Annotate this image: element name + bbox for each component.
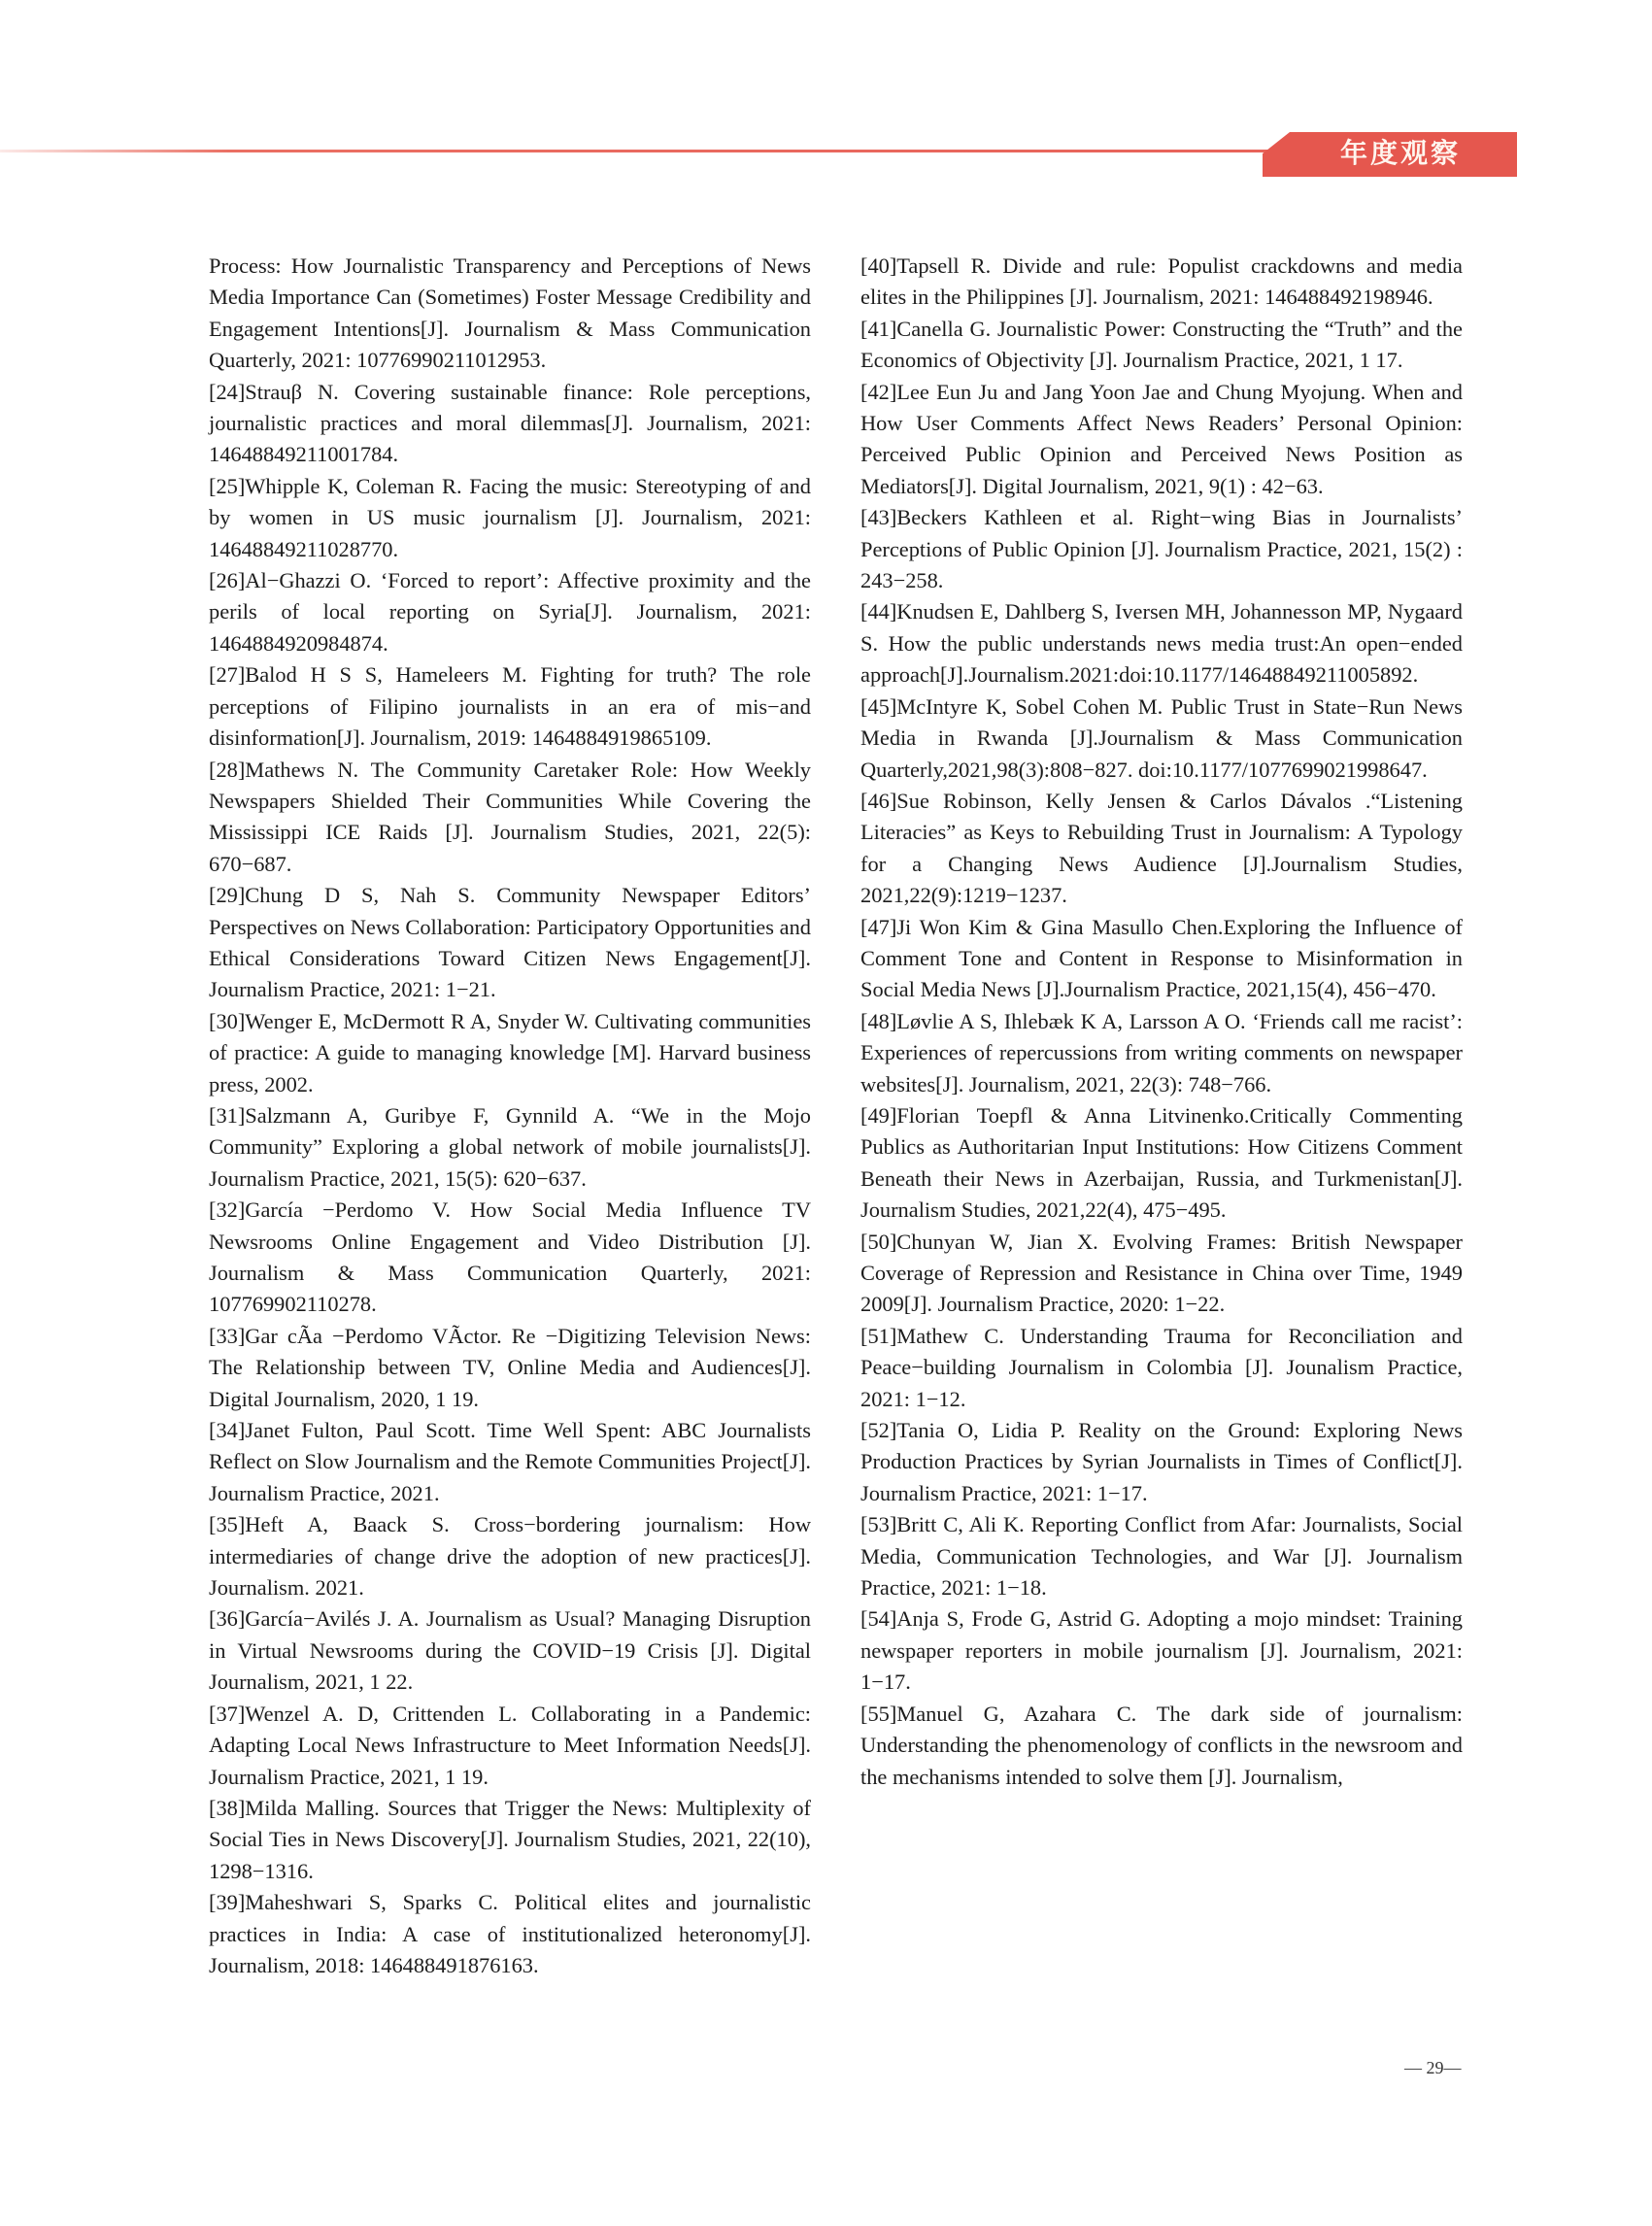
- reference-item: [53]Britt C, Ali K. Reporting Conflict from Afar: Journalists, Social Media, Communication Technologies, and War [J]. Journalism Practice, 2021: 1−18.: [860, 1512, 1463, 1601]
- reference-item: [40]Tapsell R. Divide and rule: Populist crackdowns and media elites in the Philippines [J]. Journalism, 2021: 146488492198946.: [860, 253, 1463, 310]
- reference-item: [37]Wenzel A. D, Crittenden L. Collaborating in a Pandemic: Adapting Local News Infrastructure to Meet Information Needs[J]. Journalism Practice, 2021, 1 19.: [209, 1701, 811, 1789]
- reference-item: [31]Salzmann A, Guribye F, Gynnild A. “We in the Mojo Community” Exploring a global network of mobile journalists[J]. Journalism Practice, 2021, 15(5): 620−637.: [209, 1102, 811, 1191]
- reference-item: [50]Chunyan W, Jian X. Evolving Frames: British Newspaper Coverage of Repression and Resistance in China over Time, 1949 2009[J]. Journalism Practice, 2020: 1−22.: [860, 1229, 1463, 1317]
- reference-item: [25]Whipple K, Coleman R. Facing the music: Stereotyping of and by women in US music journalism [J]. Journalism, 2021: 14648849211028770.: [209, 473, 811, 561]
- references-column-right: [860, 251, 1463, 1793]
- reference-item: [38]Milda Malling. Sources that Trigger the News: Multiplexity of Social Ties in News Discovery[J]. Journalism Studies, 2021, 22(10), 1298−1316.: [209, 1795, 811, 1883]
- section-title: 年度观察: [1340, 137, 1462, 169]
- references-column-left: [209, 251, 811, 1981]
- reference-item: [42]Lee Eun Ju and Jang Yoon Jae and Chung Myojung. When and How User Comments Affect News Readers’ Personal Opinion: Perceived Public Opinion and Perceived News Position as Mediators[J]. Digital Journalism, 2021, 9(1) : 42−63.: [860, 379, 1463, 498]
- reference-item: [43]Beckers Kathleen et al. Right−wing Bias in Journalists’ Perceptions of Public Opinion [J]. Journalism Practice, 2021, 15(2) : 243−258.: [860, 505, 1463, 593]
- reference-item: [45]McIntyre K, Sobel Cohen M. Public Trust in State−Run News Media in Rwanda [J].Journalism & Mass Communication Quarterly,2021,98(3):808−827. doi:10.1177/1077699021998647.: [860, 693, 1463, 782]
- reference-item: [39]Maheshwari S, Sparks C. Political elites and journalistic practices in India: A case of institutionalized heteronomy[J]. Journalism, 2018: 146488491876163.: [209, 1890, 811, 1977]
- reference-item: [27]Balod H S S, Hameleers M. Fighting for truth? The role perceptions of Filipino journalists in an era of mis−and disinformation[J]. Journalism, 2019: 1464884919865109.: [209, 662, 811, 751]
- reference-item: [35]Heft A, Baack S. Cross−bordering journalism: How intermediaries of change drive the adoption of new practices[J]. Journalism. 2021.: [209, 1512, 811, 1601]
- reference-item: [44]Knudsen E, Dahlberg S, Iversen MH, Johannesson MP, Nygaard S. How the public understands news media trust:An open−ended approach[J].Journalism.2021:doi:10.1177/14648849211005892.: [860, 599, 1463, 688]
- reference-item: [36]García−Avilés J. A. Journalism as Usual? Managing Disruption in Virtual Newsrooms during the COVID−19 Crisis [J]. Digital Journalism, 2021, 1 22.: [209, 1606, 811, 1695]
- reference-item: [49]Florian Toepfl & Anna Litvinenko.Critically Commenting Publics as Authoritarian Input Institutions: How Citizens Comment Beneath their News in Azerbaijan, Russia, and Turkmenistan[J]. Journalism Studies, 2021,22(4), 475−495.: [860, 1102, 1463, 1223]
- reference-item: [34]Janet Fulton, Paul Scott. Time Well Spent: ABC Journalists Reflect on Slow Journalism and the Remote Communities Project[J]. Journalism Practice, 2021.: [209, 1418, 811, 1505]
- reference-item: [46]Sue Robinson, Kelly Jensen & Carlos Dávalos .“Listening Literacies” as Keys to Rebuilding Trust in Journalism: A Typology for a Changing News Audience [J].Journalism Studies, 2021,22(9):1219−1237.: [860, 788, 1463, 908]
- reference-item: [51]Mathew C. Understanding Trauma for Reconciliation and Peace−building Journalism in Colombia [J]. Jounalism Practice, 2021: 1−12.: [860, 1323, 1463, 1411]
- reference-item: [54]Anja S, Frode G, Astrid G. Adopting a mojo mindset: Training newspaper reporters in mobile journalism [J]. Journalism, 2021: 1−17.: [860, 1606, 1463, 1695]
- reference-item: [28]Mathews N. The Community Caretaker Role: How Weekly Newspapers Shielded Their Communities While Covering the Mississippi ICE Raids [J]. Journalism Studies, 2021, 22(5): 670−687.: [209, 757, 811, 876]
- reference-item: [47]Ji Won Kim & Gina Masullo Chen.Exploring the Influence of Comment Tone and Content in Response to Misinformation in Social Media News [J].Journalism Practice, 2021,15(4), 456−470.: [860, 914, 1463, 1002]
- reference-item: [52]Tania O, Lidia P. Reality on the Ground: Exploring News Production Practices by Syrian Journalists in Times of Conflict[J]. Journalism Practice, 2021: 1−17.: [860, 1418, 1463, 1505]
- reference-item: Process: How Journalistic Transparency and Perceptions of News Media Importance Can (Sometimes) Foster Message Credibility and Engagement Intentions[J]. Journalism & Mass Communication Quarterly, 2021: 10776990211012953.: [209, 253, 811, 373]
- reference-item: [55]Manuel G, Azahara C. The dark side of journalism: Understanding the phenomenology of conflicts in the newsroom and the mechanisms intended to solve them [J]. Journalism,: [860, 1701, 1463, 1789]
- reference-item: [33]Gar cÃa −Perdomo VÃctor. Re −Digitizing Television News: The Relationship between TV, Online Media and Audiences[J]. Digital Journalism, 2020, 1 19.: [209, 1323, 811, 1411]
- reference-item: [41]Canella G. Journalistic Power: Constructing the “Truth” and the Economics of Objectivity [J]. Journalism Practice, 2021, 1 17.: [860, 316, 1463, 373]
- reference-item: [32]García −Perdomo V. How Social Media Influence TV Newsrooms Online Engagement and Video Distribution [J]. Journalism & Mass Communication Quarterly, 2021: 107769902110278.: [209, 1197, 811, 1317]
- reference-item: [48]Løvlie A S, Ihlebæk K A, Larsson A O. ‘Friends call me racist’: Experiences of repercussions from writing comments on newspaper websites[J]. Journalism, 2021, 22(3): 748−766.: [860, 1008, 1463, 1096]
- page-number: — 29—: [1404, 2058, 1462, 2077]
- reference-item: [29]Chung D S, Nah S. Community Newspaper Editors’ Perspectives on News Collaboration: Participatory Opportunities and Ethical Considerations Toward Citizen News Engagement[J]. Journalism Practice, 2021: 1−21.: [209, 883, 811, 1002]
- reference-item: [24]Strauβ N. Covering sustainable finance: Role perceptions, journalistic practices and moral dilemmas[J]. Journalism, 2021: 14648849211001784.: [209, 379, 811, 467]
- reference-item: [30]Wenger E, McDermott R A, Snyder W. Cultivating communities of practice: A guide to managing knowledge [M]. Harvard business press, 2002.: [209, 1008, 811, 1096]
- header-rule: [0, 150, 1282, 152]
- reference-item: [26]Al−Ghazzi O. ‘Forced to report’: Affective proximity and the perils of local reporting on Syria[J]. Journalism, 2021: 1464884920984874.: [209, 568, 811, 656]
